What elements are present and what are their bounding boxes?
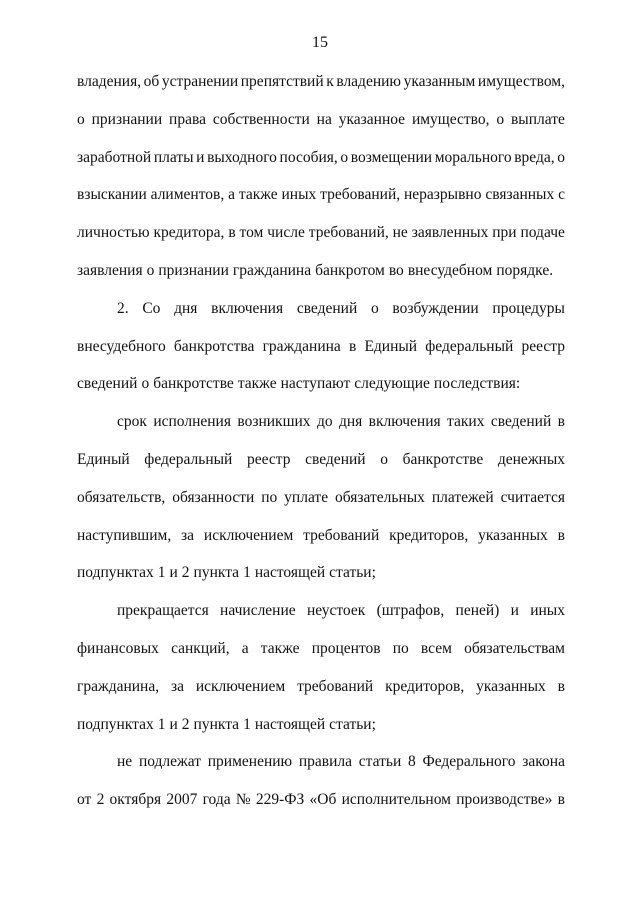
text-line: срок исполнения возникших до дня включения таких сведений в xyxy=(117,413,565,431)
text-line: от 2 октября 2007 года № 229-ФЗ «Об исполнительном производстве» в xyxy=(77,791,565,809)
page-number: 15 xyxy=(312,34,328,51)
text-line: подпунктах 1 и 2 пункта 1 настоящей статьи; xyxy=(77,715,376,733)
text-line: подпунктах 1 и 2 пункта 1 настоящей статьи; xyxy=(77,564,376,582)
text-line: гражданина, за исключением требований кредиторов, указанных в xyxy=(77,677,565,695)
text-line: владения, об устранении препятствий к владению указанным имуществом, xyxy=(77,73,565,90)
text-line: заработной платы и выходного пособия, о возмещении морального вреда, о xyxy=(77,148,565,166)
text-line: наступившим, за исключением требований кредиторов, указанных в xyxy=(77,526,565,544)
paragraph xyxy=(77,290,565,403)
paragraph xyxy=(77,403,565,592)
text-line: заявления о признании гражданина банкротом во внесудебном порядке. xyxy=(77,261,554,279)
text-line: финансовых санкций, а также процентов по всем обязательствам xyxy=(77,639,565,657)
text-line: не подлежат применению правила статьи 8 Федерального закона xyxy=(117,753,565,771)
paragraph xyxy=(77,743,565,819)
text-line: личностью кредитора, в том числе требований, не заявленных при подаче xyxy=(77,224,565,242)
text-line: взыскании алиментов, а также иных требований, неразрывно связанных с xyxy=(77,186,565,204)
text-line: внесудебного банкротства гражданина в Единый федеральный реестр xyxy=(77,337,565,355)
text-line: сведений о банкротстве также наступают следующие последствия: xyxy=(77,375,521,393)
text-line: о признании права собственности на указанное имущество, о выплате xyxy=(77,110,565,128)
text-line: Единый федеральный реестр сведений о банкротстве денежных xyxy=(77,450,565,468)
paragraph xyxy=(77,63,565,290)
text-line: 2. Со дня включения сведений о возбуждении процедуры xyxy=(117,299,565,317)
document-body xyxy=(77,63,565,819)
text-line: прекращается начисление неустоек (штрафов, пеней) и иных xyxy=(117,602,565,620)
paragraph xyxy=(77,592,565,743)
text-line: обязательств, обязанности по уплате обязательных платежей считается xyxy=(77,488,565,506)
